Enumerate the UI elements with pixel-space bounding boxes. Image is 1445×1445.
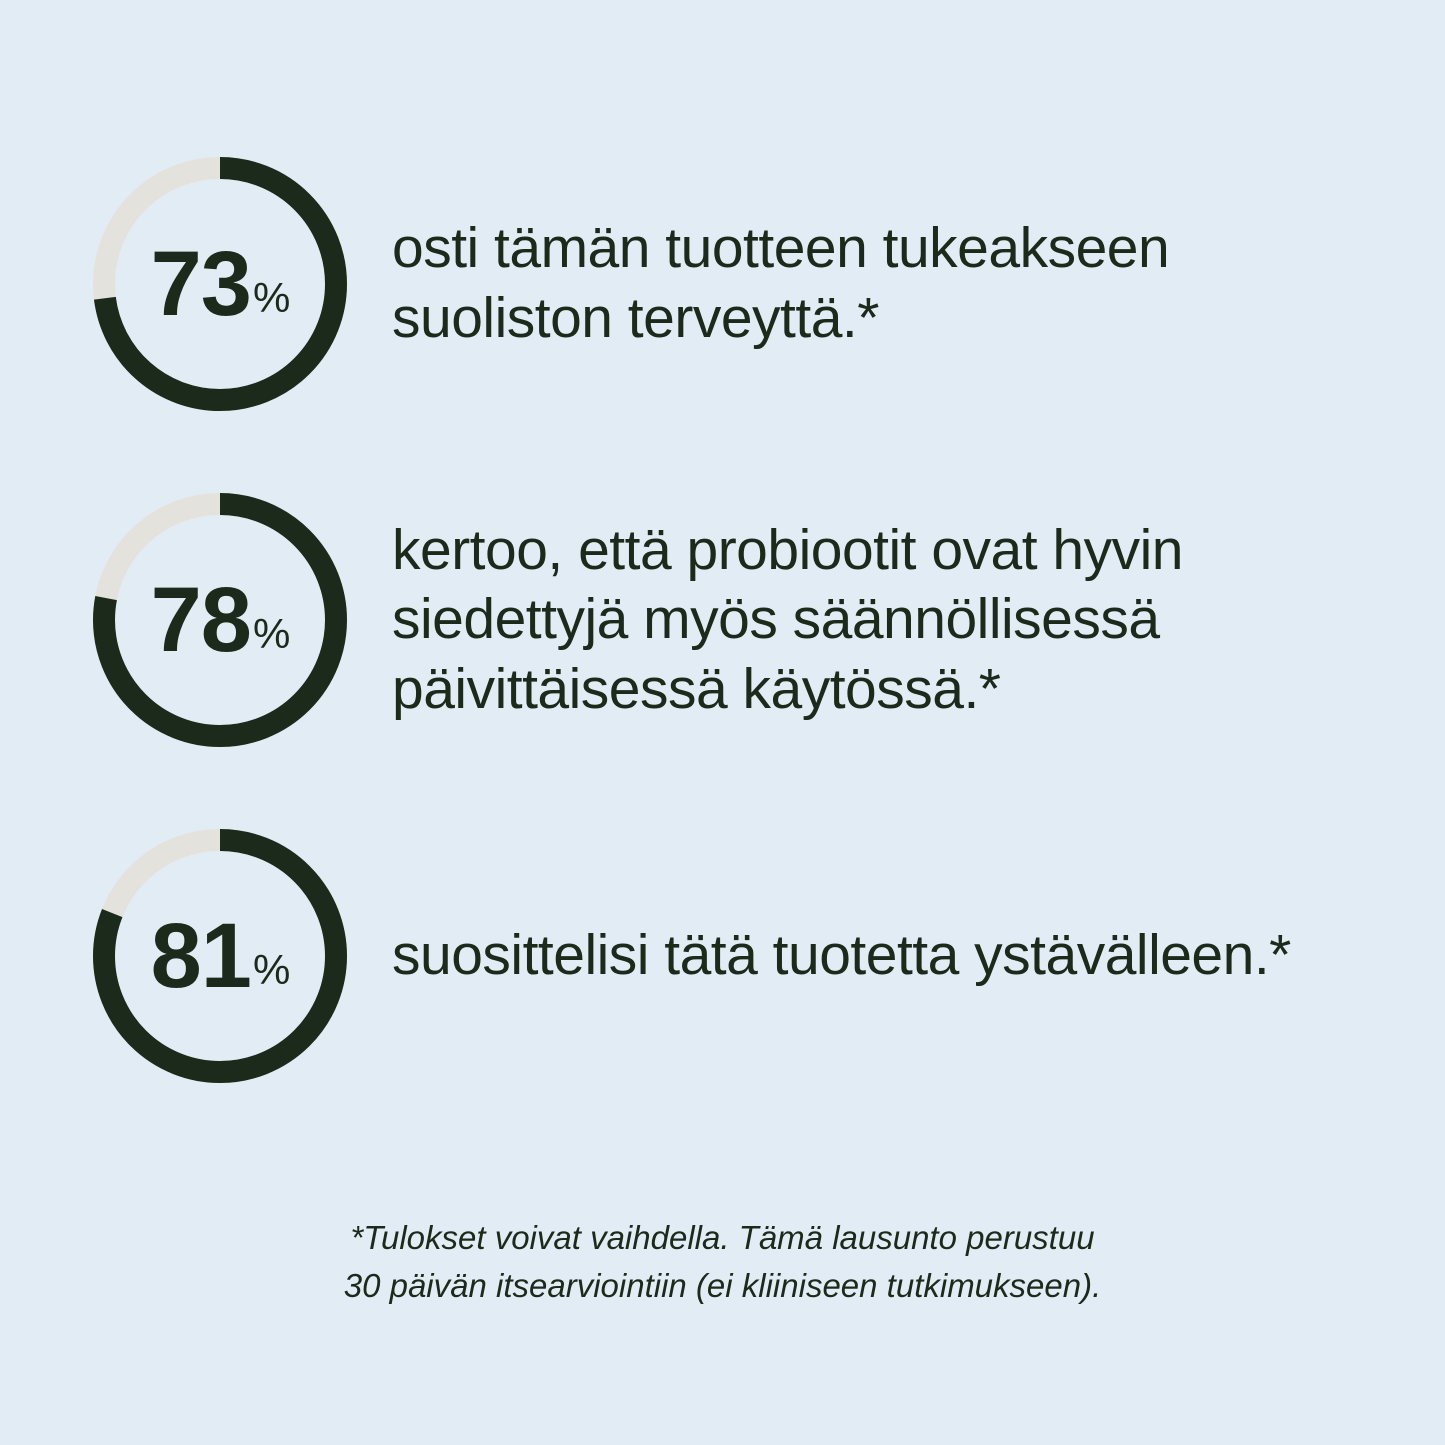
dial-value: 81 <box>150 905 251 1007</box>
percent-symbol: % <box>252 274 290 321</box>
donut-chart-73 <box>70 150 370 418</box>
dial-value: 73 <box>150 233 251 335</box>
footnote <box>0 1214 1445 1310</box>
dial <box>86 822 354 1090</box>
dial <box>86 486 354 754</box>
footnote-line-2: 30 päivän itsearviointiin (ei kliiniseen tutkimukseen). <box>343 1267 1102 1305</box>
stat-row <box>0 150 1445 418</box>
dial-label <box>86 150 354 418</box>
footnote-line-1: *Tulokset voivat vaihdella. Tämä lausunto perustuu <box>350 1219 1095 1257</box>
dial-value: 78 <box>150 569 251 671</box>
donut-chart-78 <box>70 486 370 754</box>
percent-symbol: % <box>252 946 290 993</box>
dial <box>86 150 354 418</box>
stat-description: kertoo, että probiootit ovat hyvin siedettyjä myös säännöllisessä päivittäisessä käytössä.* <box>392 517 1183 721</box>
dial-label <box>86 822 354 1090</box>
donut-chart-81 <box>70 822 370 1090</box>
stat-row <box>0 822 1445 1090</box>
percent-symbol: % <box>252 610 290 657</box>
stat-row <box>0 486 1445 754</box>
dial-label <box>86 486 354 754</box>
stat-description: suosittelisi tätä tuotetta ystävälleen.* <box>392 923 1291 988</box>
stats-list <box>0 150 1445 1158</box>
stat-description: osti tämän tuotteen tukeakseen suoliston terveyttä.* <box>392 216 1170 350</box>
